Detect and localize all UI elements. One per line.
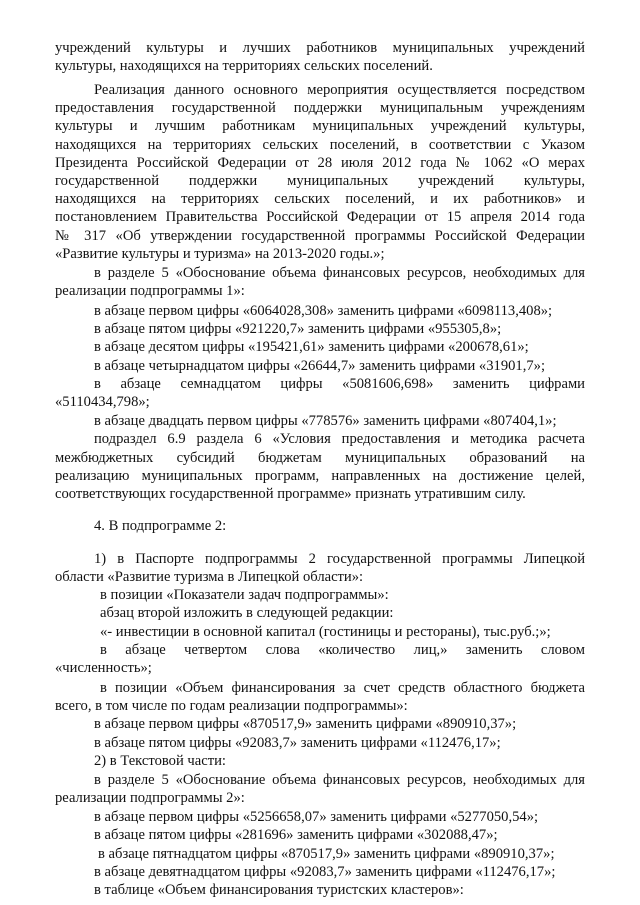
text-line: находящихся на территориях сельских поселений, в соответствии с Указом (55, 137, 585, 153)
text-line: в абзаце четырнадцатом цифры «26644,7» заменить цифрами «31901,7»; (94, 358, 546, 374)
text-line: в таблице «Объем финансирования туристских кластеров»: (94, 882, 464, 898)
text-line: Президента Российской Федерации от 28 июля 2012 года № 1062 «О мерах (55, 155, 585, 171)
text-line: в абзаце первом цифры «870517,9» заменить цифрами «890910,37»; (94, 716, 517, 732)
text-line: Реализация данного основного мероприятия осуществляется посредством (94, 82, 585, 98)
text-line: в абзаце двадцать первом цифры «778576» заменить цифрами «807404,1»; (94, 413, 557, 429)
text-line: постановлением Правительства Российской Федерации от 15 апреля 2014 года (55, 209, 585, 225)
text-line: в абзаце первом цифры «5256658,07» заменить цифрами «5277050,54»; (94, 809, 539, 825)
text-line: абзац второй изложить в следующей редакции: (100, 605, 394, 621)
text-line: в абзаце семнадцатом цифры «5081606,698» заменить цифрами (94, 376, 585, 392)
text-line: 1) в Паспорте подпрограммы 2 государственной программы Липецкой (94, 551, 585, 567)
text-line: «- инвестиции в основной капитал (гостиницы и рестораны), тыс.руб.;»; (100, 624, 551, 640)
text-line: реализацию муниципальных программ, направленных на достижение целей, (55, 468, 585, 484)
text-line: реализации подпрограммы 2»: (55, 790, 245, 806)
text-line: культуры и лучшим работникам муниципальных учреждений культуры, (55, 118, 585, 134)
text-line: реализации подпрограммы 1»: (55, 283, 245, 299)
text-line: находящихся на территориях сельских поселений, и их работников» и (55, 191, 585, 207)
text-line: области «Развитие туризма в Липецкой области»: (55, 569, 364, 585)
text-line: в абзаце первом цифры «6064028,308» заменить цифрами «6098113,408»; (94, 303, 553, 319)
text-line: подраздел 6.9 раздела 6 «Условия предоставления и методика расчета (94, 431, 585, 447)
text-line: «Развитие культуры и туризма» на 2013-2020 годы.»; (55, 246, 385, 262)
text-line: «5110434,798»; (55, 394, 150, 410)
text-line: соответствующих государственной программе» признать утратившим силу. (55, 486, 526, 502)
text-line: культуры, находящихся на территориях сельских поселений. (55, 58, 433, 74)
text-line: всего, в том числе по годам реализации подпрограммы»: (55, 698, 408, 714)
section-heading: 4. В подпрограмме 2: (94, 518, 227, 534)
text-line: межбюджетных субсидий бюджетам муниципальных образований на (55, 450, 585, 466)
text-line: в позиции «Показатели задач подпрограммы»: (100, 587, 389, 603)
text-line: в абзаце четвертом слова «количество лиц,» заменить словом (100, 642, 585, 658)
text-line: в абзаце десятом цифры «195421,61» заменить цифрами «200678,61»; (94, 339, 529, 355)
text-line: в разделе 5 «Обоснование объема финансовых ресурсов, необходимых для (94, 772, 585, 788)
text-line: учреждений культуры и лучших работников муниципальных учреждений (55, 40, 585, 56)
text-line: в абзаце пятом цифры «92083,7» заменить цифрами «112476,17»; (94, 735, 501, 751)
text-line: в абзаце девятнадцатом цифры «92083,7» заменить цифрами «112476,17»; (94, 864, 556, 880)
text-line: в разделе 5 «Обоснование объема финансовых ресурсов, необходимых для (94, 265, 585, 281)
text-line: в абзаце пятом цифры «281696» заменить цифрами «302088,47»; (94, 827, 498, 843)
text-line: № 317 «Об утверждении государственной программы Российской Федерации (55, 228, 585, 244)
text-line: в позиции «Объем финансирования за счет средств областного бюджета (100, 680, 585, 696)
text-line: «численность»; (55, 660, 152, 676)
text-line: 2) в Текстовой части: (94, 753, 226, 769)
text-line: в абзаце пятом цифры «921220,7» заменить цифрами «955305,8»; (94, 321, 502, 337)
text-line: в абзаце пятнадцатом цифры «870517,9» заменить цифрами «890910,37»; (98, 846, 555, 862)
text-line: предоставления государственной поддержки муниципальным учреждениям (55, 100, 585, 116)
text-line: государственной поддержки муниципальных учреждений культуры, (55, 173, 585, 189)
